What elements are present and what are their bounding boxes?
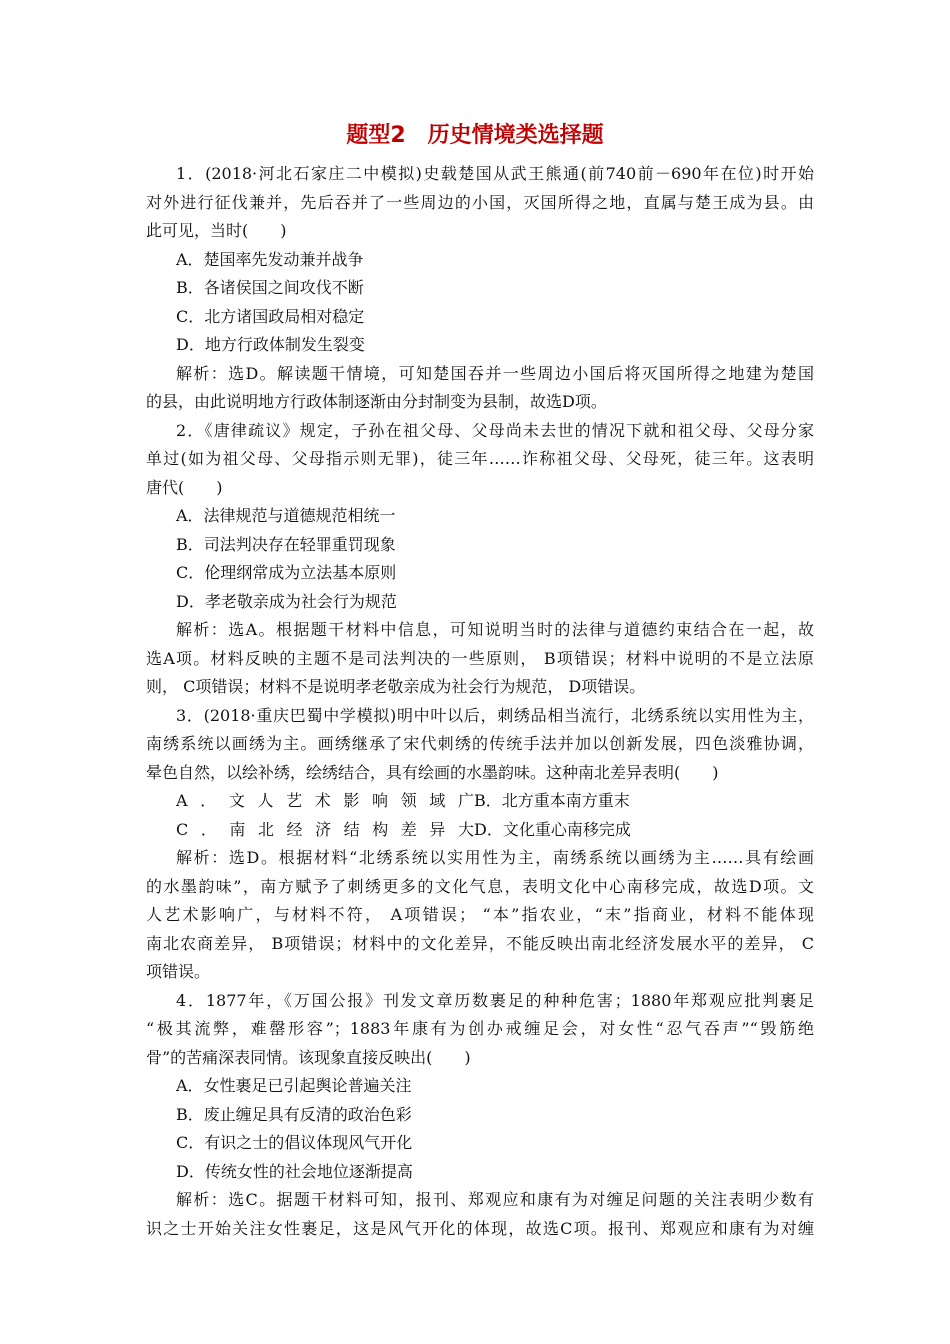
analysis-line: 人艺术影响广，与材料不符， A项错误； “本”指农业，“末”指商业，材料不能体现 bbox=[146, 905, 814, 924]
option-d: D．地方行政体制发生裂变 bbox=[176, 335, 365, 354]
option-b: B．各诸侯国之间攻伐不断 bbox=[176, 278, 364, 297]
analysis-line: 的水墨韵味”，南方赋予了刺绣更多的文化气息，表明文化中心南移完成，故选D项。文 bbox=[146, 876, 814, 896]
question-stem-line: 骨”的苦痛深表同情。该现象直接反映出( ) bbox=[146, 1047, 471, 1067]
option-b: B．司法判决存在轻罪重罚现象 bbox=[176, 534, 396, 554]
question-stem-line: 4．1877年，《万国公报》刊发文章历数裹足的种种危害；1880年郑观应批判裹足 bbox=[176, 990, 814, 1010]
question-stem-line: 晕色自然，以绘补绣，绘绣结合，具有绘画的水墨韵味。这种南北差异表明( ) bbox=[146, 762, 719, 782]
option-row bbox=[146, 787, 814, 816]
option-row bbox=[146, 816, 814, 845]
page-title: 题型2 历史情境类选择题 bbox=[346, 123, 604, 148]
analysis-line: 南北农商差异， B项错误；材料中的文化差异，不能反映出南北经济发展水平的差异， C bbox=[146, 933, 814, 953]
option-d: D．孝老敬亲成为社会行为规范 bbox=[176, 591, 397, 611]
question-1 bbox=[146, 160, 814, 417]
analysis-line: 项错误。 bbox=[146, 962, 211, 981]
question-4 bbox=[146, 987, 814, 1244]
option-b: B．北方重本南方重末 bbox=[474, 791, 630, 810]
question-stem-line: 单过(如为祖父母、父母指示则无罪)，徒三年……诈称祖父母、父母死，徒三年。这表明 bbox=[146, 449, 814, 468]
analysis-line: 解析：选D。解读题干情境，可知楚国吞并一些周边小国后将灭国所得之地建为楚国 bbox=[176, 363, 814, 383]
option-c: C．伦理纲常成为立法基本原则 bbox=[176, 563, 397, 582]
question-stem-line: 南绣系统以画绣为主。画绣继承了宋代刺绣的传统手法并加以创新发展，四色淡雅协调， bbox=[146, 734, 814, 753]
analysis-line: 选A项。材料反映的主题不是司法判决的一些原则， B项错误；材料中说明的不是立法原 bbox=[146, 648, 814, 668]
option-c: C．有识之士的倡议体现风气开化 bbox=[176, 1133, 413, 1152]
question-3 bbox=[146, 702, 814, 987]
question-list bbox=[146, 160, 814, 1243]
question-2 bbox=[146, 417, 814, 702]
analysis-line: 解析：选A。根据题干材料中信息，可知说明当时的法律与道德约束结合在一起，故 bbox=[176, 620, 814, 639]
question-stem-line: 1．(2018·河北石家庄二中模拟)史载楚国从武王熊通(前740前－690年在位)时开始 bbox=[176, 164, 814, 183]
option-a: A．文人艺术影响领域广 bbox=[176, 791, 474, 810]
analysis-line: 的县，由此说明地方行政体制逐渐由分封制变为县制，故选D项。 bbox=[146, 392, 607, 411]
question-stem-line: “极其流弊，难罄形容”；1883年康有为创办戒缠足会，对女性“忍气吞声”“毁筋绝 bbox=[146, 1019, 814, 1038]
option-a: A．楚国率先发动兼并战争 bbox=[176, 249, 364, 269]
question-stem-line: 2．《唐律疏议》规定，子孙在祖父母、父母尚未去世的情况下就和祖父母、父母分家 bbox=[176, 420, 814, 440]
option-a: A．女性裹足已引起舆论普遍关注 bbox=[176, 1076, 412, 1095]
analysis-line: 解析：选C。据题干材料可知，报刊、郑观应和康有为对缠足问题的关注表明少数有 bbox=[176, 1190, 814, 1209]
analysis-line: 则， C项错误；材料不是说明孝老敬亲成为社会行为规范， D项错误。 bbox=[146, 677, 646, 696]
option-c: C．南北经济结构差异大 bbox=[176, 819, 474, 839]
question-stem-line: 此可见，当时( ) bbox=[146, 221, 287, 240]
analysis-line: 识之士开始关注女性裹足，这是风气开化的体现，故选C项。报刊、郑观应和康有为对缠 bbox=[146, 1218, 814, 1238]
question-stem-line: 唐代( ) bbox=[146, 477, 223, 497]
option-a: A．法律规范与道德规范相统一 bbox=[176, 506, 396, 525]
question-stem-line: 3．(2018·重庆巴蜀中学模拟)明中叶以后，刺绣品相当流行，北绣系统以实用性为主， bbox=[176, 705, 814, 725]
option-c: C．北方诸国政局相对稳定 bbox=[176, 306, 365, 326]
option-d: D．文化重心南移完成 bbox=[474, 819, 631, 839]
option-d: D．传统女性的社会地位逐渐提高 bbox=[176, 1161, 413, 1181]
option-b: B．废止缠足具有反清的政治色彩 bbox=[176, 1104, 412, 1124]
question-stem-line: 对外进行征伐兼并，先后吞并了一些周边的小国，灭国所得之地，直属与楚王成为县。由 bbox=[146, 192, 814, 212]
analysis-line: 解析：选D。根据材料“北绣系统以实用性为主，南绣系统以画绣为主……具有绘画 bbox=[176, 848, 814, 867]
